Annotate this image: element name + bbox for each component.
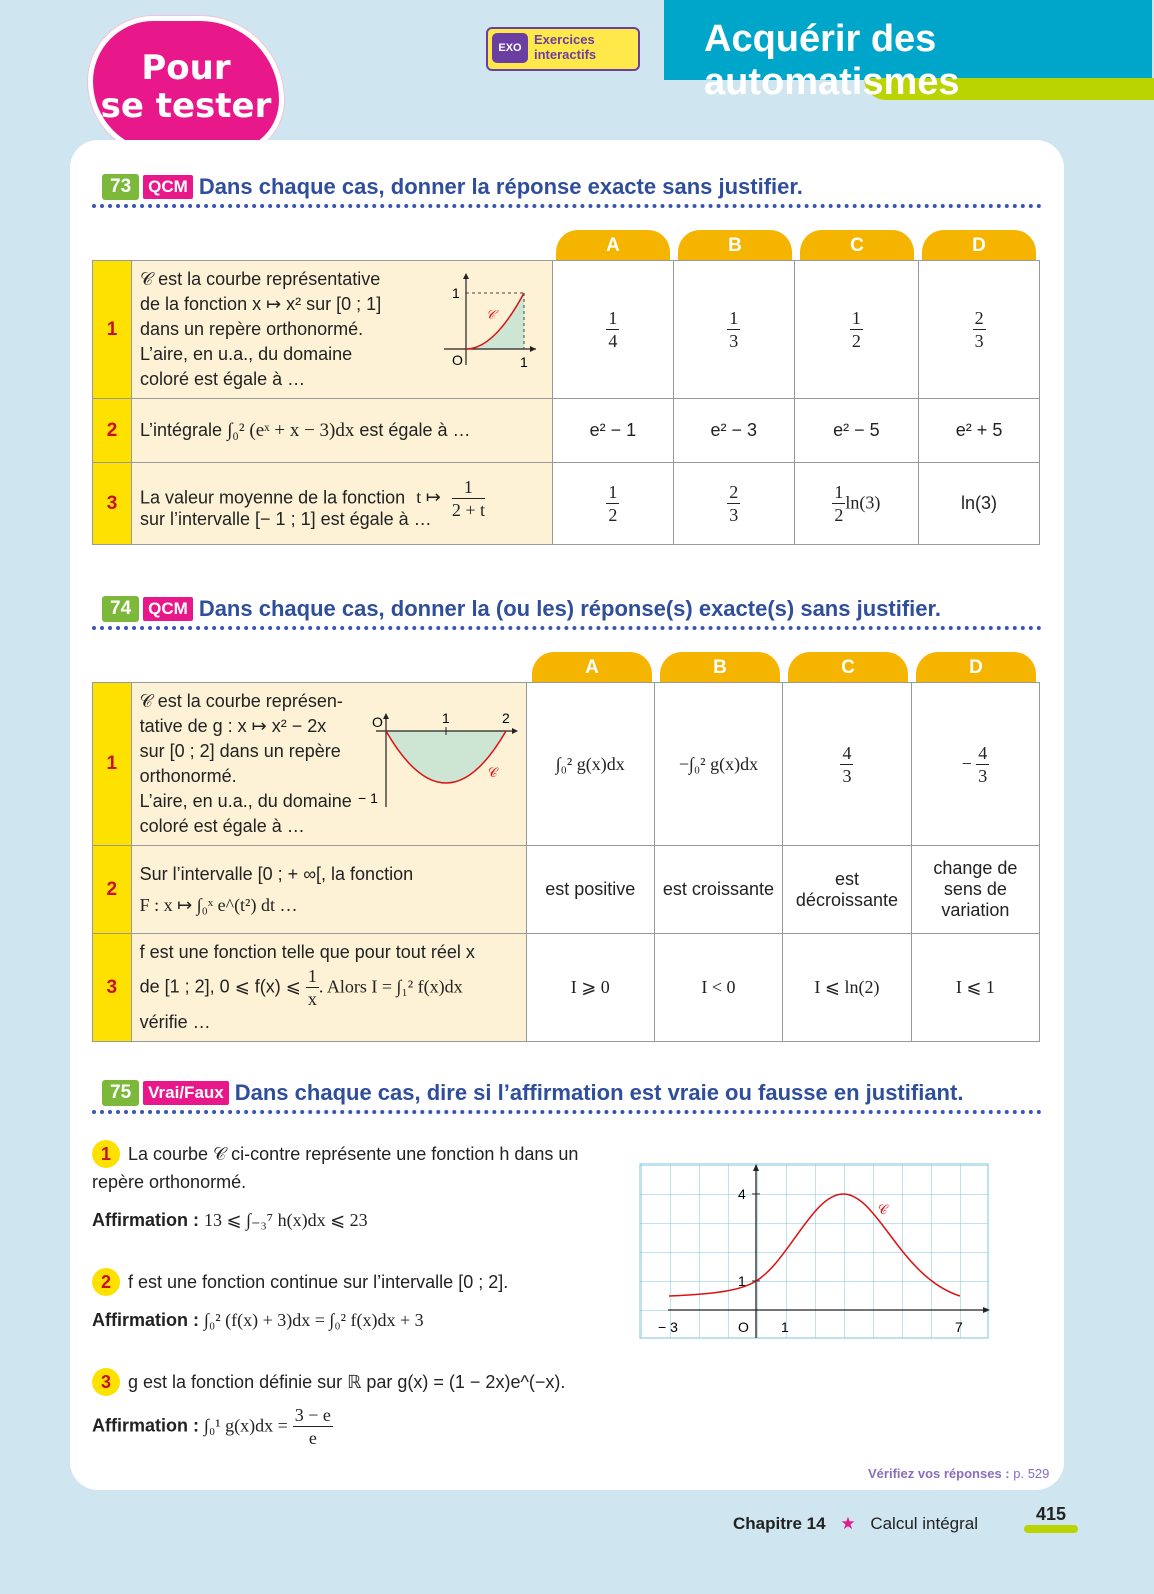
- answer-cell[interactable]: I ⩽ 1: [911, 934, 1039, 1042]
- row-number: 3: [93, 934, 132, 1042]
- column-a: A: [556, 230, 670, 260]
- exercise-title: Dans chaque cas, dire si l’affirmation est vraie ou fausse en justifiant.: [234, 1080, 964, 1105]
- row-number: 1: [93, 261, 132, 399]
- table-row: 3 La valeur moyenne de la fonction t ↦ $\frac{1}{2 + t}$ sur l’intervalle [− 1 ; 1] est égale à … $\frac{1}{2}$ $\frac{2}{3}$ $\frac{1}{2}$ ln(3) ln(3): [93, 463, 1040, 545]
- graph-xm3-label: − 3: [658, 1319, 678, 1335]
- ex74-column-headers: [528, 648, 1040, 682]
- graph-x1-label: 1: [781, 1319, 789, 1335]
- list-item: 1 La courbe 𝒞 ci-contre représente une fonction h dans un repère orthonormé. Affirmation : 13 ⩽ ∫₋₃⁷ h(x)dx ⩽ 23: [92, 1140, 622, 1234]
- section-title-band: [664, 0, 1152, 103]
- list-item: 3 g est la fonction définie sur ℝ par g(x) = (1 − 2x)e^(−x). Affirmation : ∫₀¹ g(x)dx = $\frac{3 - e}{e}$: [92, 1368, 622, 1449]
- ex74-table: [92, 682, 1040, 1042]
- interactive-exercises-button[interactable]: [486, 27, 640, 71]
- exercise-number: 75: [102, 1080, 139, 1106]
- graph-x1-label: 1: [441, 710, 450, 726]
- row-number: 2: [93, 399, 132, 463]
- answer-cell[interactable]: est positive: [526, 846, 654, 934]
- answer-cell[interactable]: $\frac{1}{2}$: [553, 463, 674, 545]
- answer-cell[interactable]: $\frac{1}{2}$: [794, 261, 918, 399]
- exercise-tag: QCM: [143, 175, 193, 199]
- graph-origin-label: O: [738, 1319, 749, 1335]
- answer-cell[interactable]: ∫₀² g(x)dx: [526, 683, 654, 846]
- ex73-table: [92, 260, 1040, 545]
- graph-origin-label: O: [371, 714, 383, 730]
- answer-cell[interactable]: $\frac{2}{3}$: [919, 261, 1040, 399]
- graph-x1-label: 1: [520, 354, 528, 370]
- answer-cell[interactable]: $\frac{1}{2}$ ln(3): [794, 463, 918, 545]
- answer-cell[interactable]: I ⩾ 0: [526, 934, 654, 1042]
- bell-curve-graph: [638, 1162, 990, 1340]
- column-d: D: [922, 230, 1036, 260]
- graph-ym1-label: − 1: [357, 790, 378, 806]
- answer-cell[interactable]: est décroissante: [783, 846, 912, 934]
- table-row: 2 L’intégrale ∫₀² (eˣ + x − 3)dx est égale à … e² − 1 e² − 3 e² − 5 e² + 5: [93, 399, 1040, 463]
- column-a: A: [532, 652, 652, 682]
- table-row: 1 𝒞 est la courbe représentative de la fonction x ↦ x² sur [0 ; 1] dans un repère orthonormé. L’aire, en u.a., du domaine coloré est égale à … 1 𝒞 O 1 $\frac{1}{4}$ $\frac{1}{3}$ $\frac{1}{2}$ $\frac{2}{3}$: [93, 261, 1040, 399]
- badge-line1: Pour: [141, 48, 231, 88]
- table-row: 1 𝒞 est la courbe représen- tative de g : x ↦ x² − 2x sur [0 ; 2] dans un repère orthonormé. L’aire, en u.a., du domaine coloré est égale à … O 1 2 − 1 𝒞 ∫₀² g(x)dx −∫₀² g(x)dx $\frac{4}{3}$ − $\frac{4}{3}$: [93, 683, 1040, 846]
- exo-line2: interactifs: [534, 47, 597, 62]
- answer-cell[interactable]: $\frac{1}{4}$: [553, 261, 674, 399]
- column-c: C: [788, 652, 908, 682]
- exercise-card: [70, 140, 1064, 1490]
- ex73-column-headers: [552, 226, 1040, 260]
- pour-se-tester-badge: [88, 16, 284, 156]
- row-number: 3: [93, 463, 132, 545]
- graph-curve-label: 𝒞: [878, 1202, 888, 1217]
- table-row: 2 Sur l’intervalle [0 ; + ∞[, la fonction F : x ↦ ∫₀ˣ e^(t²) dt … est positive est croissante est décroissante change de sens de variation: [93, 846, 1040, 934]
- exercise-number: 73: [102, 174, 139, 200]
- badge-line2: se tester: [100, 86, 272, 126]
- chapter-title: Calcul intégral: [870, 1514, 979, 1533]
- answer-cell[interactable]: I < 0: [654, 934, 782, 1042]
- table-row: 3 f est une fonction telle que pour tout réel x de [1 ; 2], 0 ⩽ f(x) ⩽ $\frac{1}{x}$ . Alors I = ∫₁² f(x)dx vérifie … I ⩾ 0 I < 0 I ⩽ ln(2) I ⩽ 1: [93, 934, 1040, 1042]
- answer-cell[interactable]: I ⩽ ln(2): [783, 934, 912, 1042]
- column-b: B: [660, 652, 780, 682]
- square-function-graph: [440, 269, 544, 369]
- exercise-tag: QCM: [143, 597, 193, 621]
- answer-cell[interactable]: e² − 1: [553, 399, 674, 463]
- exercise-title: Dans chaque cas, donner la réponse exacte sans justifier.: [198, 174, 803, 199]
- exercise-title: Dans chaque cas, donner la (ou les) réponse(s) exacte(s) sans justifier.: [198, 596, 941, 621]
- section-title: Acquérir des automatismes: [704, 18, 960, 103]
- column-c: C: [800, 230, 914, 260]
- chapter-footer: [733, 1514, 978, 1534]
- item-number: 2: [92, 1268, 120, 1296]
- answer-cell[interactable]: $\frac{2}{3}$: [673, 463, 794, 545]
- row-number: 2: [93, 846, 132, 934]
- answer-cell[interactable]: ln(3): [919, 463, 1040, 545]
- parabola-graph: [357, 710, 522, 811]
- row-number: 1: [93, 683, 132, 846]
- exo-icon: EXO: [492, 33, 528, 63]
- answer-cell[interactable]: est croissante: [654, 846, 782, 934]
- answer-cell[interactable]: change de sens de variation: [911, 846, 1039, 934]
- answer-cell[interactable]: e² − 5: [794, 399, 918, 463]
- graph-y1-label: 1: [738, 1273, 746, 1289]
- graph-curve-label: 𝒞: [487, 765, 498, 780]
- exo-line1: Exercices: [534, 32, 595, 47]
- answer-cell[interactable]: e² + 5: [919, 399, 1040, 463]
- answer-cell[interactable]: − $\frac{4}{3}$: [911, 683, 1039, 846]
- graph-y4-label: 4: [738, 1186, 746, 1202]
- exercise-number: 74: [102, 596, 139, 622]
- chapter-label: Chapitre 14: [733, 1514, 826, 1533]
- page-number: 415: [1024, 1504, 1078, 1533]
- graph-x2-label: 2: [501, 710, 510, 726]
- star-icon: ★: [840, 1514, 856, 1533]
- ex75-items: [92, 1140, 622, 1449]
- item-number: 3: [92, 1368, 120, 1396]
- graph-origin-label: O: [452, 352, 463, 368]
- graph-y1-label: 1: [452, 285, 460, 301]
- exercise-75-header: [102, 1080, 963, 1110]
- answer-cell[interactable]: e² − 3: [673, 399, 794, 463]
- column-b: B: [678, 230, 792, 260]
- graph-curve-label: 𝒞: [486, 307, 496, 322]
- list-item: 2 f est une fonction continue sur l’intervalle [0 ; 2]. Affirmation : ∫₀² (f(x) + 3)dx = ∫₀² f(x)dx + 3: [92, 1268, 622, 1334]
- exercise-tag: Vrai/Faux: [143, 1081, 229, 1105]
- column-d: D: [916, 652, 1036, 682]
- exercise-73-header: [102, 174, 803, 204]
- answer-cell[interactable]: −∫₀² g(x)dx: [654, 683, 782, 846]
- exercise-74-header: [102, 596, 941, 626]
- answer-cell[interactable]: $\frac{4}{3}$: [783, 683, 912, 846]
- verify-answers[interactable]: Vérifiez vos réponses : p. 529: [868, 1466, 1050, 1481]
- item-number: 1: [92, 1140, 120, 1168]
- answer-cell[interactable]: $\frac{1}{3}$: [673, 261, 794, 399]
- graph-x7-label: 7: [955, 1319, 963, 1335]
